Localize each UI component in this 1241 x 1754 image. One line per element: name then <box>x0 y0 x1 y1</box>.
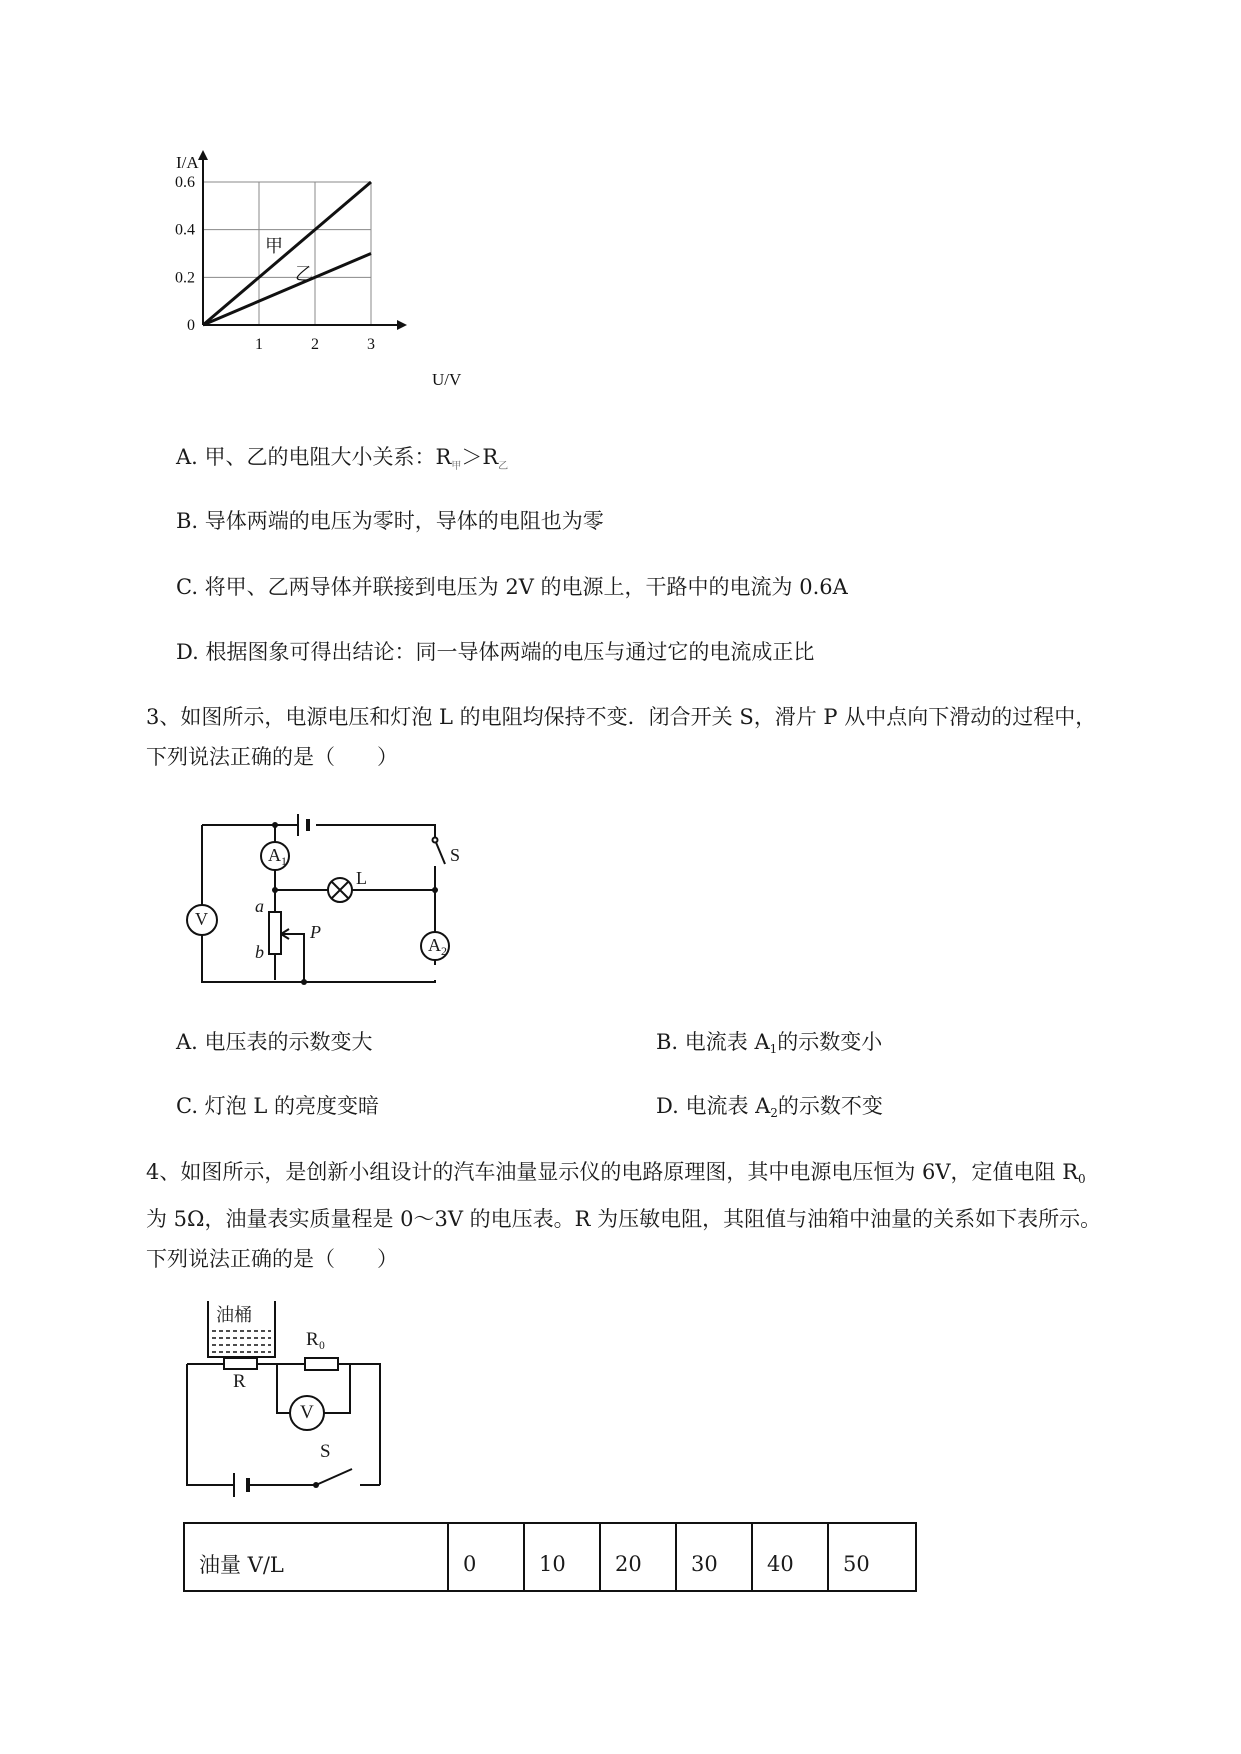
y-axis-label: I/A <box>176 153 199 172</box>
q2-option-b[interactable]: B. 导体两端的电压为零时，导体的电阻也为零 <box>176 509 604 533</box>
node-a-label: a <box>255 896 264 916</box>
x-axis-arrow <box>397 320 407 330</box>
q4-stem-line1: 4、如图所示，是创新小组设计的汽车油量显示仪的电路原理图，其中电源电压恒为 6V，定值电阻 $R_0$ <box>146 1160 1086 1186</box>
y-axis-arrow <box>198 150 208 160</box>
table-cell: 30 <box>676 1523 752 1591</box>
table-cell: 40 <box>752 1523 828 1591</box>
table-cell: 10 <box>524 1523 600 1591</box>
node-b-label: b <box>255 942 264 962</box>
oil-resistance-table <box>183 1522 917 1592</box>
q3-circuit-labels <box>180 800 480 1000</box>
series-label-yi: 乙 <box>295 264 313 284</box>
series-label-jia: 甲 <box>265 236 283 256</box>
y-tick-label: 0.2 <box>175 269 195 287</box>
ammeter2-label: $A_2$ <box>428 935 447 958</box>
graph-series <box>203 182 371 325</box>
q3-option-a[interactable]: A. 电压表的示数变大 <box>176 1030 373 1054</box>
table-cell: 20 <box>600 1523 676 1591</box>
y-tick-label: 0.4 <box>175 221 195 239</box>
x-tick-label: 3 <box>367 336 375 353</box>
table-header-cell: 油量 V/L <box>184 1523 448 1591</box>
q3-option-c[interactable]: C. 灯泡 L 的亮度变暗 <box>176 1094 379 1118</box>
series-line-yi <box>203 254 371 326</box>
series-line-jia <box>203 182 371 325</box>
sensor-r-label: R <box>233 1371 246 1392</box>
q2-option-a[interactable] <box>176 442 508 482</box>
q2-option-a-mid: ＞R <box>461 445 499 469</box>
q3-stem-line1: 3、如图所示，电源电压和灯泡 L 的电阻均保持不变．闭合开关 S，滑片 P 从中点向下滑动的过程中， <box>146 705 1097 729</box>
q3-option-b[interactable]: B. 电流表 $A_1$的示数变小 <box>656 1030 883 1056</box>
q4-stem <box>146 1152 1146 1279</box>
oil-tank-label: 油桶 <box>216 1305 252 1326</box>
table-row <box>184 1523 916 1591</box>
y-tick-label: 0.6 <box>175 174 195 191</box>
r0-label: R₀ <box>306 1329 326 1350</box>
slider-p-label: P <box>310 922 321 942</box>
x-tick-label: 2 <box>311 336 319 353</box>
q2-option-d[interactable]: D. 根据图象可得出结论：同一导体两端的电压与通过它的电流成正比 <box>176 640 815 664</box>
q3-stem <box>146 697 1146 777</box>
q4-stem-line3: 下列说法正确的是（ ） <box>146 1247 398 1271</box>
iu-graph <box>170 150 470 400</box>
q2-option-a-sub2: 乙 <box>498 461 509 472</box>
q3-option-d[interactable]: D. 电流表 $A_2$的示数不变 <box>656 1094 883 1120</box>
table-cell: 50 <box>828 1523 916 1591</box>
q2-option-c[interactable]: C. 将甲、乙两导体并联接到电压为 2V 的电源上，干路中的电流为 0.6A <box>176 575 848 599</box>
switch-s-label: S <box>320 1441 331 1462</box>
x-axis-label: U/V <box>432 370 462 389</box>
table-cell: 0 <box>448 1523 524 1591</box>
y-tick-label: 0 <box>187 317 195 334</box>
q2-option-a-text: A. 甲、乙的电阻大小关系：R <box>176 445 452 469</box>
voltmeter-v-label: V <box>300 1402 314 1423</box>
q3-stem-line2: 下列说法正确的是（ ） <box>146 745 398 769</box>
ammeter1-label: $A_1$ <box>268 845 287 868</box>
switch-label: S <box>450 845 461 865</box>
q4-stem-line2: 为 5Ω，油量表实质量程是 0～3V 的电压表。R 为压敏电阻，其阻值与油箱中油量的关系如下表所示。 <box>146 1207 1102 1231</box>
q2-option-a-sub1: 甲 <box>451 461 462 472</box>
lamp-label: L <box>356 868 367 888</box>
q4-circuit-labels <box>180 1295 400 1520</box>
x-tick-label: 1 <box>255 336 263 353</box>
voltmeter-label: V <box>195 909 208 929</box>
